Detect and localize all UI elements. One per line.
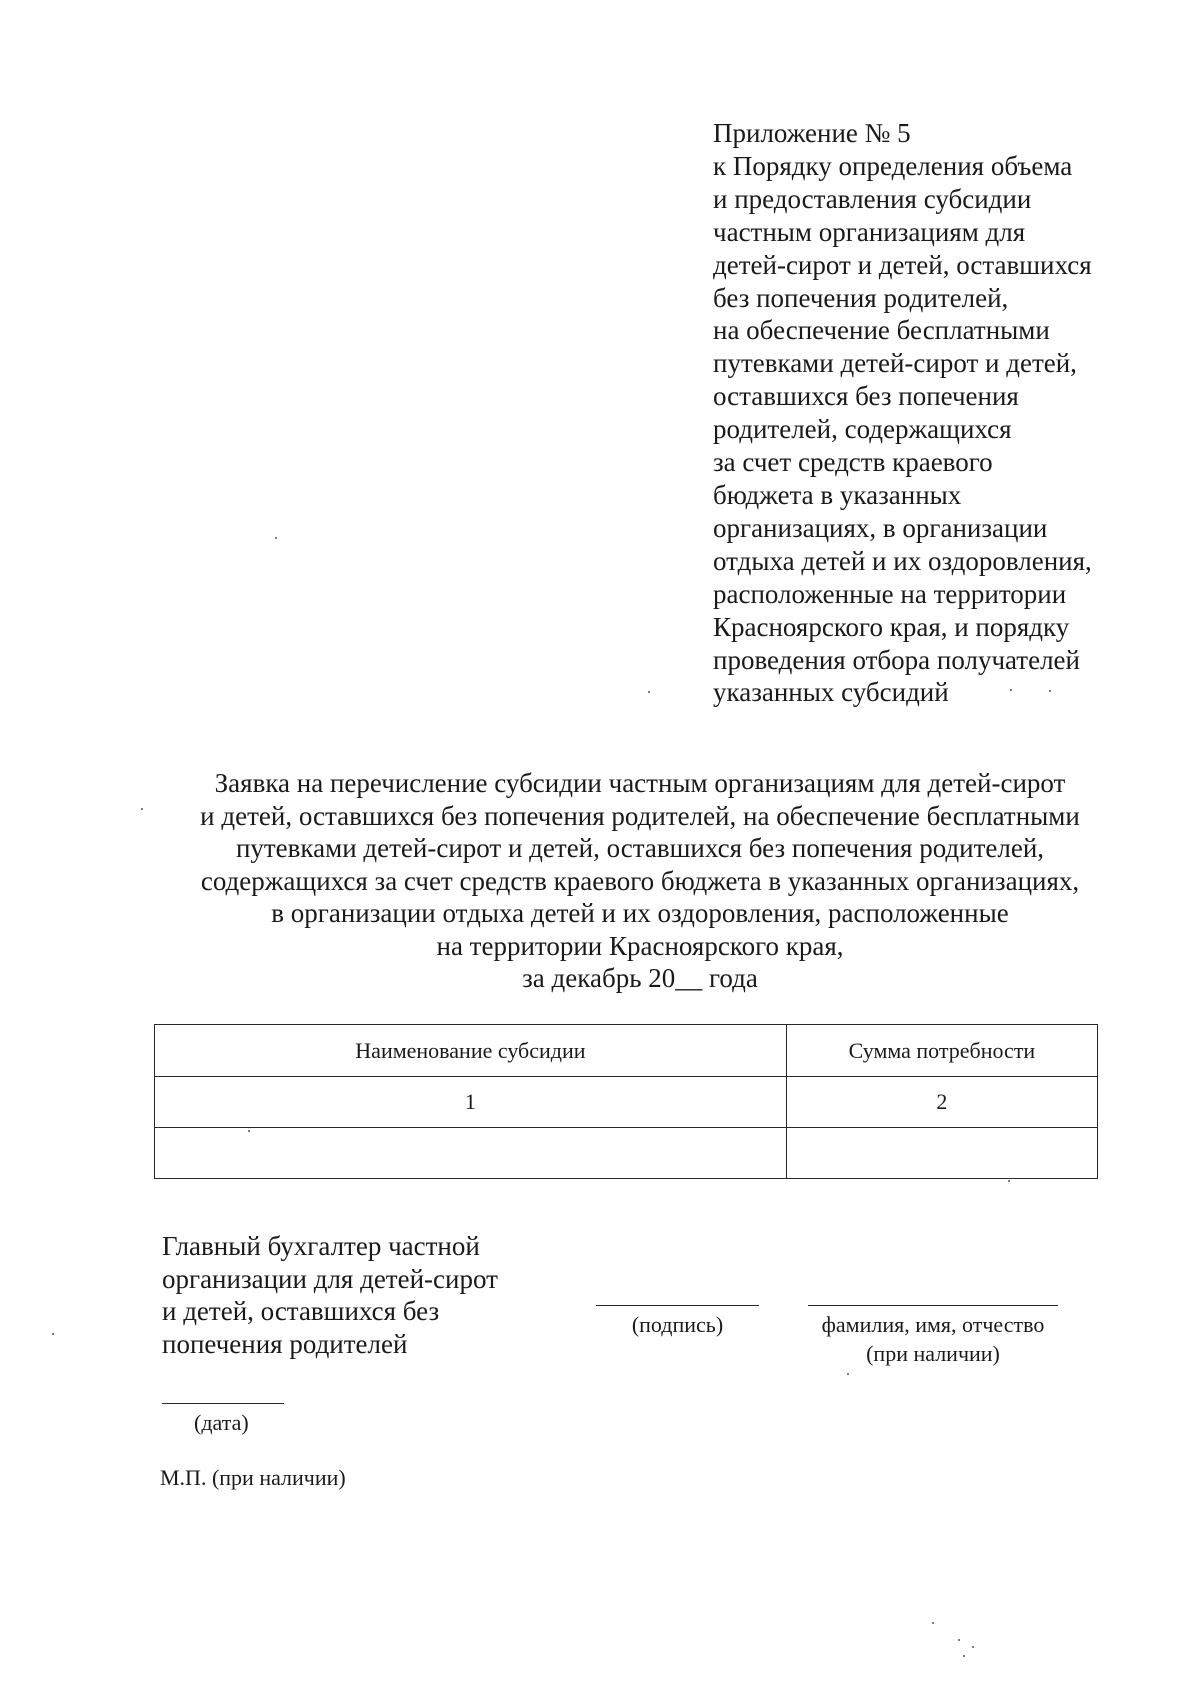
scan-speck xyxy=(1008,1180,1010,1182)
stamp-placeholder: М.П. (при наличии) xyxy=(160,1465,346,1490)
appendix-line: детей-сирот и детей, оставшихся xyxy=(713,249,1092,280)
title-line: и детей, оставшихся без попечения родителей, на обеспечение бесплатными xyxy=(200,800,1080,831)
application-title xyxy=(100,767,1180,995)
appendix-line: отдыха детей и их оздоровления, xyxy=(713,545,1092,576)
date-line xyxy=(162,1403,284,1404)
column-header-subsidy-name: Наименование субсидии xyxy=(155,1025,787,1077)
scan-speck xyxy=(958,1639,960,1641)
title-line: путевками детей-сирот и детей, оставшихся без попечения родителей, xyxy=(235,833,1045,863)
title-line: содержащихся за счет средств краевого бюджета в указанных организациях, xyxy=(200,865,1080,896)
chief-accountant-label xyxy=(162,1230,498,1360)
signature-caption: (подпись) xyxy=(631,1312,724,1337)
appendix-line: родителей, содержащихся xyxy=(713,414,1012,445)
column-header-required-amount: Сумма потребности xyxy=(786,1025,1097,1077)
scan-speck xyxy=(963,1655,965,1657)
subsidy-name-cell xyxy=(155,1128,787,1179)
scan-speck xyxy=(932,1622,934,1624)
accountant-line: организации для детей-сирот xyxy=(162,1263,498,1294)
appendix-line: и предоставления субсидии xyxy=(713,183,1032,214)
title-line: за декабрь 20__ года xyxy=(522,963,758,993)
scan-speck xyxy=(972,1646,974,1648)
full-name-caption-note: (при наличии) xyxy=(866,1341,1000,1366)
scan-speck xyxy=(275,537,277,539)
scan-speck xyxy=(1010,689,1012,691)
required-amount-cell xyxy=(786,1128,1097,1179)
column-number: 2 xyxy=(786,1077,1097,1128)
table-row xyxy=(155,1128,1098,1179)
scan-speck xyxy=(648,691,650,693)
appendix-line: на обеспечение бесплатными xyxy=(713,315,1050,346)
table-header-row xyxy=(155,1025,1098,1077)
scan-speck xyxy=(52,1333,54,1335)
table-numbering-row xyxy=(155,1077,1098,1128)
appendix-line: к Порядку определения объема xyxy=(713,150,1073,181)
appendix-line: оставшихся без попечения xyxy=(713,381,1019,412)
signature-line xyxy=(596,1305,759,1306)
scan-speck xyxy=(248,1130,250,1132)
appendix-header xyxy=(713,117,1153,709)
appendix-line: без попечения родителей, xyxy=(713,282,1009,313)
scan-speck xyxy=(141,808,143,810)
accountant-line: и детей, оставшихся без xyxy=(162,1296,440,1326)
title-line: Заявка на перечисление субсидии частным организациям для детей-сирот xyxy=(214,768,1066,798)
accountant-line: попечения родителей xyxy=(162,1328,408,1359)
appendix-line: организациях, в организации xyxy=(713,512,1048,543)
full-name-caption: фамилия, имя, отчество xyxy=(821,1312,1045,1337)
appendix-line: проведения отбора получателей xyxy=(713,644,1080,675)
appendix-line: за счет средств краевого xyxy=(713,447,993,478)
appendix-line: Красноярского края, и порядку xyxy=(713,611,1070,642)
scan-speck xyxy=(1049,690,1051,692)
date-caption: (дата) xyxy=(194,1410,249,1435)
scan-speck xyxy=(847,1373,849,1375)
appendix-line: бюджета в указанных xyxy=(713,479,962,510)
accountant-line: Главный бухгалтер частной xyxy=(162,1231,480,1261)
appendix-line: расположенные на территории xyxy=(713,578,1067,609)
title-line: в организации отдыха детей и их оздоровления, расположенные xyxy=(271,898,1009,928)
appendix-line: частным организациям для xyxy=(713,216,1026,247)
title-line: на территории Красноярского края, xyxy=(436,930,844,961)
subsidy-table xyxy=(154,1024,1098,1179)
full-name-field xyxy=(808,1305,1058,1368)
signature-field xyxy=(596,1305,759,1339)
subsidy-table-container xyxy=(154,1024,1098,1179)
full-name-line xyxy=(808,1305,1058,1306)
appendix-line: путевками детей-сирот и детей, xyxy=(713,348,1077,379)
appendix-line: Приложение № 5 xyxy=(713,118,911,148)
date-field xyxy=(162,1403,284,1436)
appendix-line: указанных субсидий xyxy=(713,677,949,708)
column-number: 1 xyxy=(155,1077,787,1128)
